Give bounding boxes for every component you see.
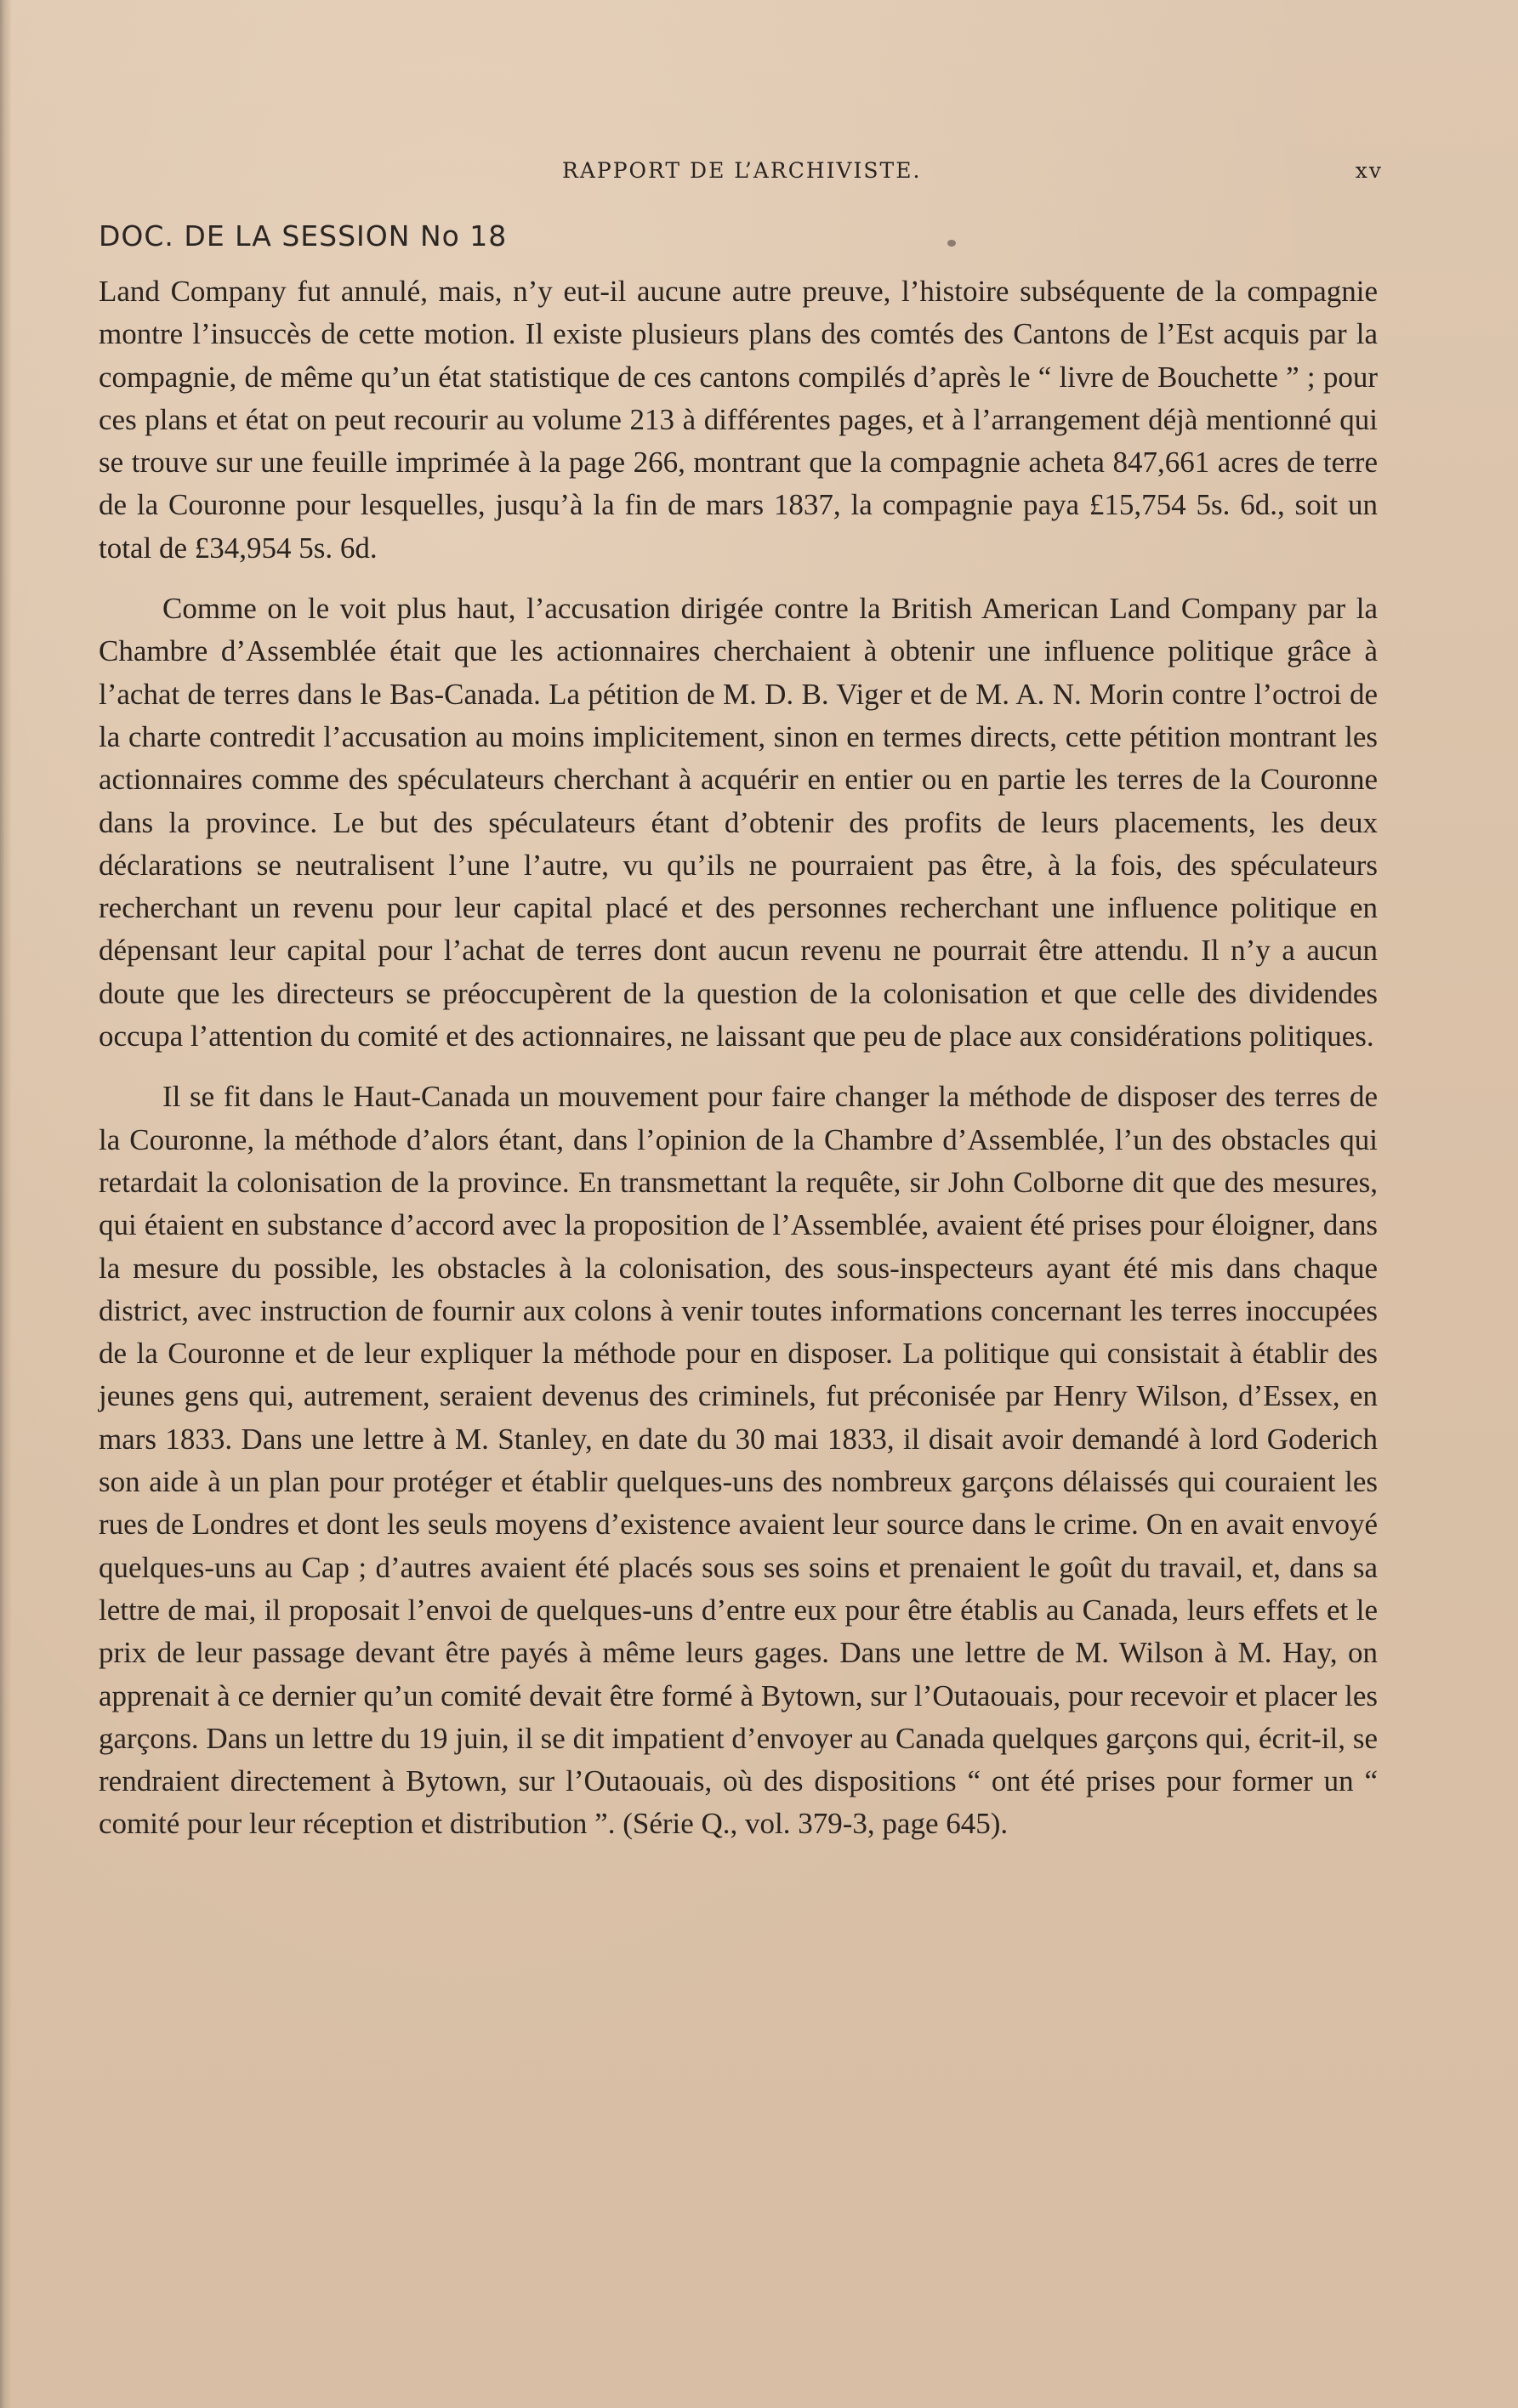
- body-text: [99, 270, 1378, 1864]
- doc-session-label: DOC. DE LA SESSION No 18: [99, 219, 508, 253]
- running-title: RAPPORT DE L’ARCHIVISTE.: [562, 158, 922, 183]
- paragraph-1: Land Company fut annulé, mais, n’y eut-il aucune autre preuve, l’histoire subséquente de la compagnie montre l’insuccès de cette motion. Il existe plusieurs plans des comtés des Cantons de l’Est acquis par la compagnie, de même qu’un état statistique de ces cantons compilés d’après le “ livre de Bouchette ” ; pour ces plans et état on peut recourir au volume 213 à différentes pages, et à l’arrangement déjà mentionné qui se trouve sur une feuille imprimée à la page 266, montrant que la compagnie acheta 847,661 acres de terre de la Couronne pour lesquelles, jusqu’à la fin de mars 1837, la compagnie paya £15,754 5s. 6d., soit un total de £34,954 5s. 6d.: [99, 275, 1378, 565]
- ink-smudge: [947, 240, 956, 247]
- paragraph-3: Il se fit dans le Haut-Canada un mouvement pour faire changer la méthode de disposer des terres de la Couronne, la méthode d’alors étant, dans l’opinion de la Chambre d’Assemblée, l’un des obstacles qui retardait la colonisation de la province. En transmettant la requête, sir John Colborne dit que des mesures, qui étaient en substance d’accord avec la proposition de l’Assemblée, avaient été prises pour éloigner, dans la mesure du possible, les obstacles à la colonisation, des sous-inspecteurs ayant été mis dans chaque district, avec instruction de fournir aux colons à venir toutes informations concernant les terres inoccupées de la Couronne et de leur expliquer la méthode pour en disposer. La politique qui consistait à établir des jeunes gens qui, autrement, seraient devenus des criminels, fut préconisée par Henry Wilson, d’Essex, en mars 1833. Dans une lettre à M. Stanley, en date du 30 mai 1833, il disait avoir demandé à lord Goderich son aide à un plan pour protéger et établir quelques-uns des nombreux garçons délaissés qui couraient les rues de Londres et dont les seuls moyens d’existence avaient leur source dans le crime. On en avait envoyé quelques-uns au Cap ; d’autres avaient été placés sous ses soins et prenaient le goût du travail, et, dans sa lettre de mai, il proposait l’envoi de quelques-uns d’entre eux pour être établis au Canada, leurs effets et le prix de leur passage devant être payés à même leurs gages. Dans une lettre de M. Wilson à M. Hay, on apprenait à ce dernier qu’un comité devait être formé à Bytown, sur l’Outaouais, pour recevoir et placer les garçons. Dans un lettre du 19 juin, il se dit impatient d’envoyer au Canada quelques garçons qui, écrit-il, se rendraient directement à Bytown, sur l’Outaouais, où des dispositions “ ont été prises pour former un “ comité pour leur réception et distribution ”. (Série Q., vol. 379-3, page 645).: [99, 1080, 1378, 1841]
- page-binding-edge: [0, 0, 12, 2408]
- running-head: [99, 158, 1383, 187]
- paragraph-2: Comme on le voit plus haut, l’accusation dirigée contre la British American Land Company par la Chambre d’Assemblée était que les actionnaires cherchaient à obtenir une influence politique grâce à l’achat de terres dans le Bas-Canada. La pétition de M. D. B. Viger et de M. A. N. Morin contre l’octroi de la charte contredit l’accusation au moins implicitement, sinon en termes directs, cette pétition montrant les actionnaires comme des spéculateurs cherchant à acquérir en entier ou en partie les terres de la Couronne dans la province. Le but des spéculateurs étant d’obtenir des profits de leurs placements, les deux déclarations se neutralisent l’une l’autre, vu qu’ils ne pourraient pas être, à la fois, des spéculateurs recherchant un revenu pour leur capital placé et des personnes recherchant une influence politique en dépensant leur capital pour l’achat de terres dont aucun revenu ne pourrait être attendu. Il n’y a aucun doute que les directeurs se préoccupèrent de la question de la colonisation et que celle des dividendes occupa l’attention du comité et des actionnaires, ne laissant que peu de place aux considérations politiques.: [99, 592, 1378, 1054]
- page-number: xv: [1355, 158, 1383, 183]
